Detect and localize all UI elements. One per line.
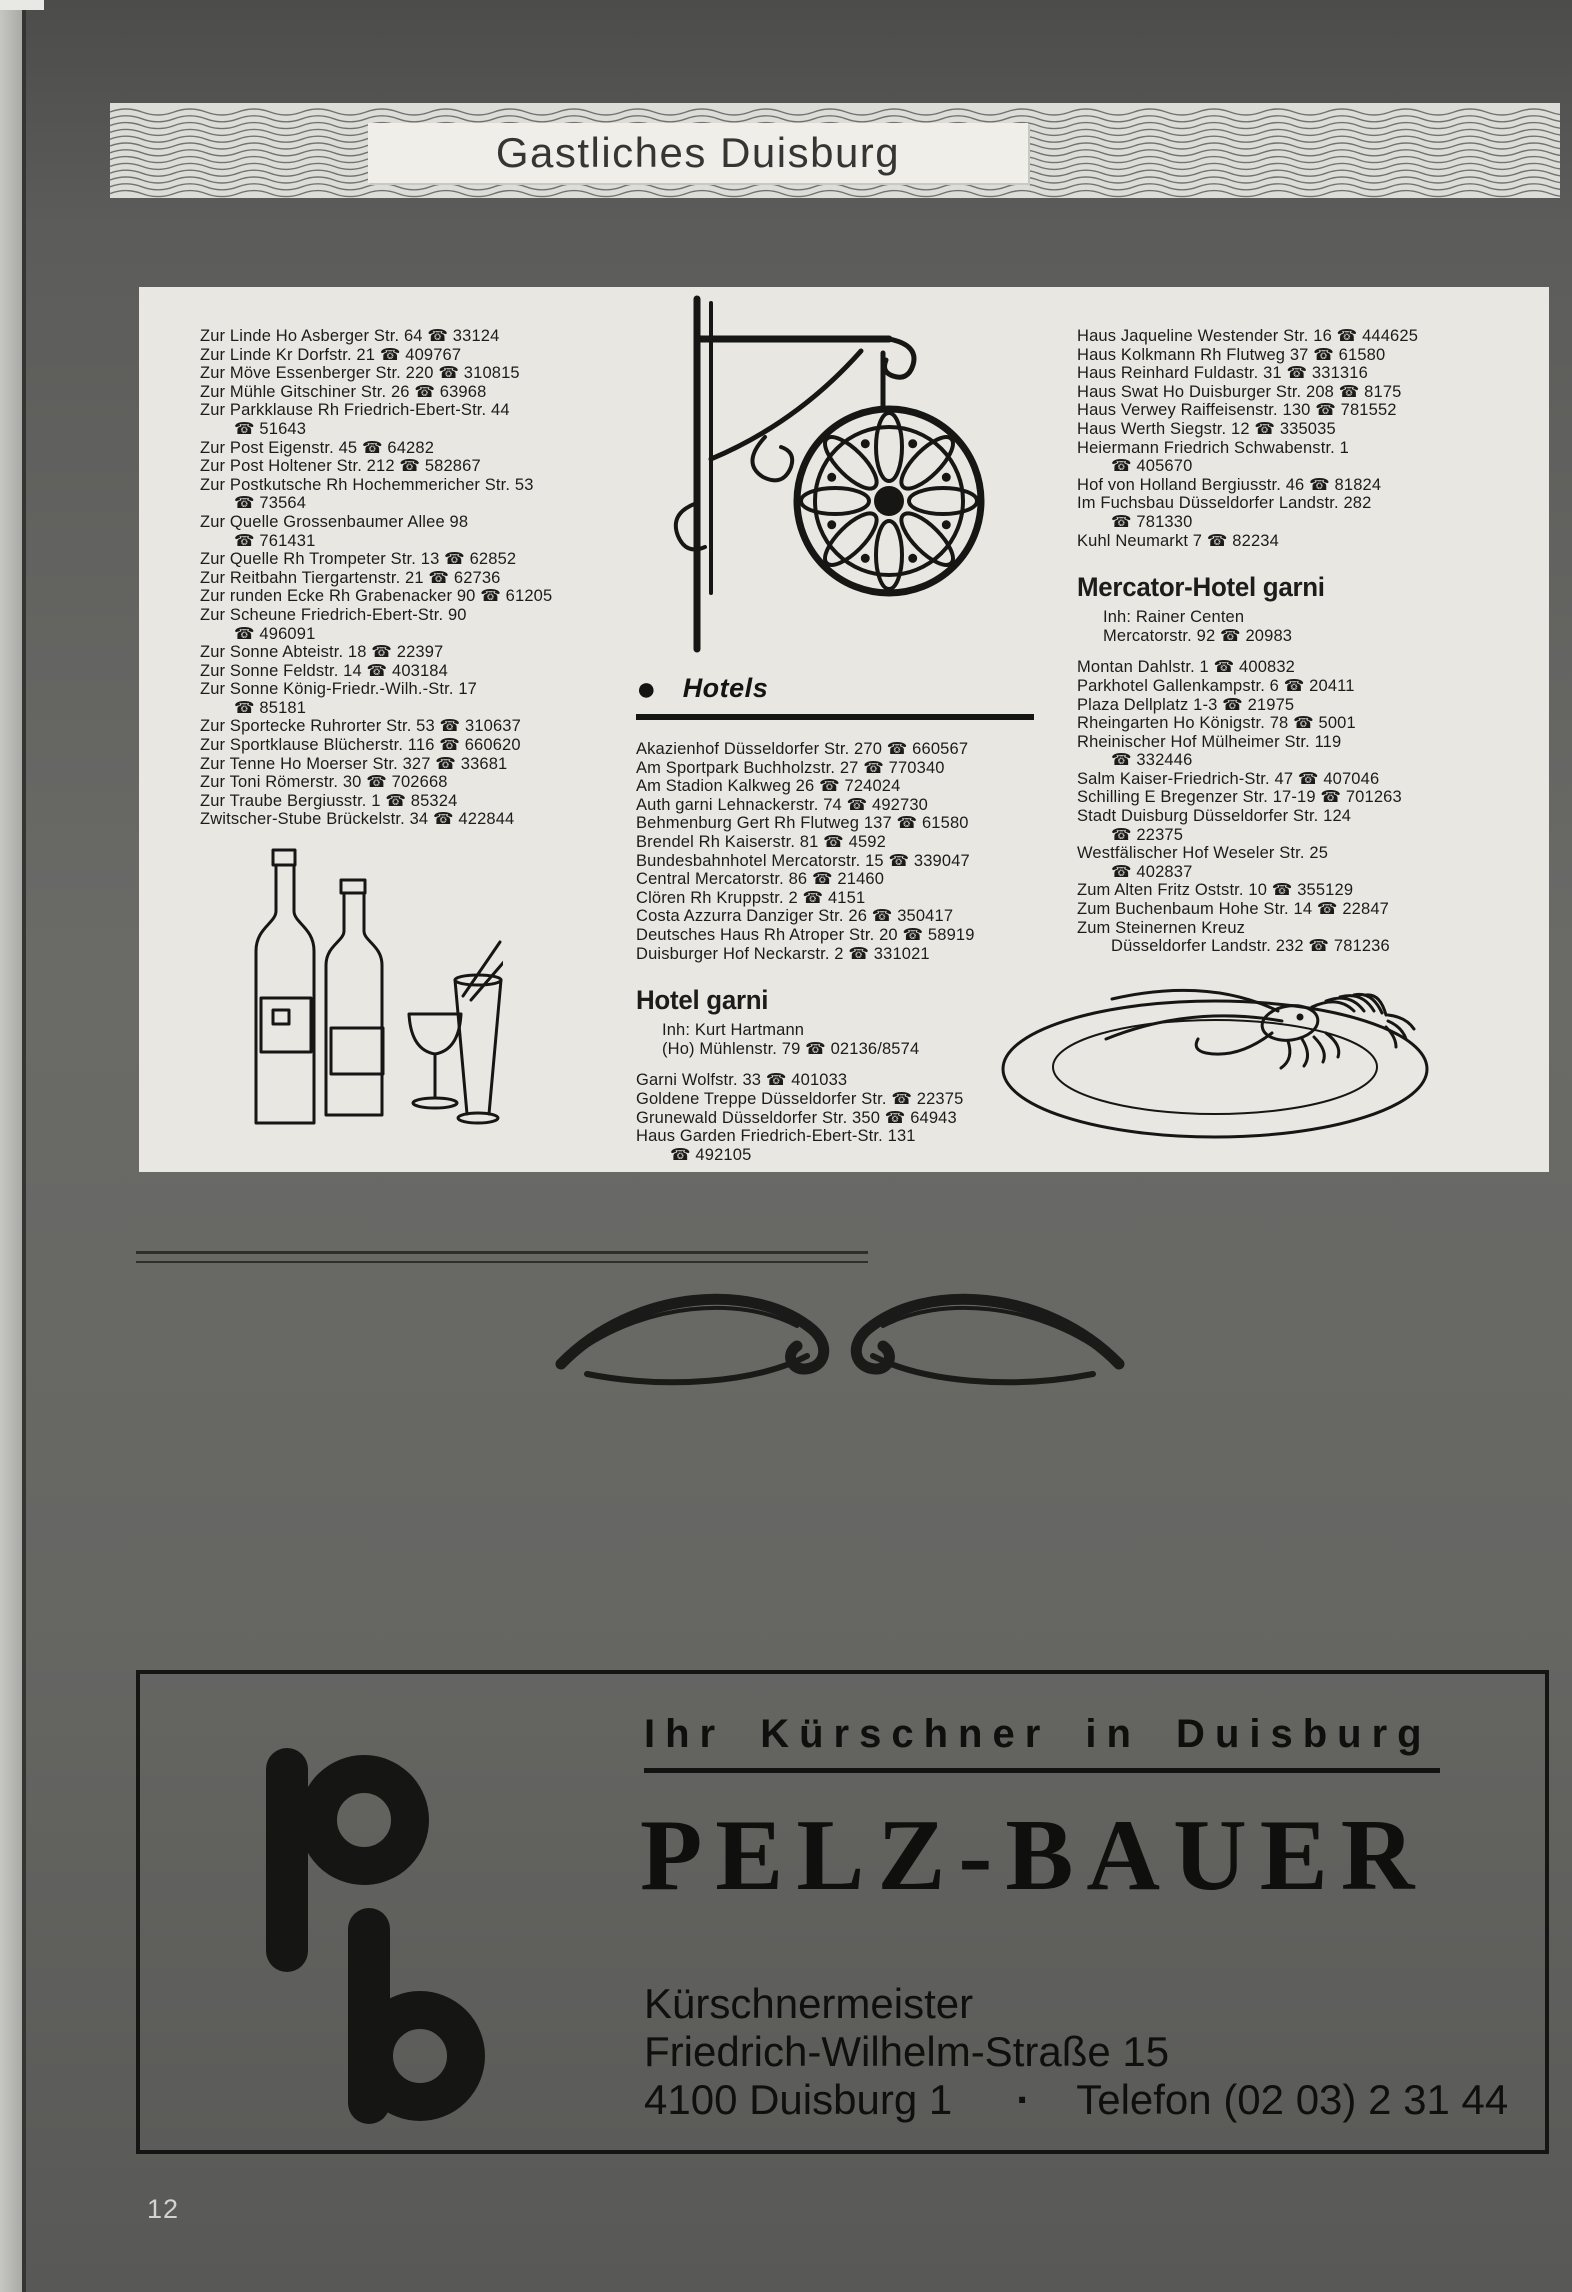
directory-entry: Mercator-Hotel garni xyxy=(1077,572,1325,603)
ad-profession: Kürschnermeister xyxy=(644,1980,974,2027)
directory-entry: Stadt Duisburg Düsseldorfer Str. 124 xyxy=(1077,807,1352,826)
directory-entry: Mercatorstr. 92 ☎ 20983 xyxy=(1103,626,1293,645)
directory-entry: Im Fuchsbau Düsseldorfer Landstr. 282 xyxy=(1077,494,1372,513)
directory-entry: ☎ 51643 xyxy=(234,419,307,438)
directory-entry: Plaza Dellplatz 1-3 ☎ 21975 xyxy=(1077,695,1295,714)
header-title-label xyxy=(368,123,1028,183)
directory-entry: Garni Wolfstr. 33 ☎ 401033 xyxy=(636,1071,848,1090)
flourish-ornament xyxy=(545,1276,1135,1394)
directory-entry: Deutsches Haus Rh Atroper Str. 20 ☎ 58919 xyxy=(636,925,975,944)
scan-edge-left xyxy=(0,0,22,2292)
directory-entry: Behmenburg Gert Rh Flutweg 137 ☎ 61580 xyxy=(636,814,969,833)
directory-entry: Zur Post Eigenstr. 45 ☎ 64282 xyxy=(200,438,435,457)
directory-entry xyxy=(636,963,1034,976)
directory-entry: Zur Sonne Abteistr. 18 ☎ 22397 xyxy=(200,643,444,662)
directory-entry: Zur Post Holtener Str. 212 ☎ 582867 xyxy=(200,457,481,476)
directory-entry: Bundesbahnhotel Mercatorstr. 15 ☎ 339047 xyxy=(636,851,970,870)
directory-entry: Haus Jaqueline Westender Str. 16 ☎ 444625 xyxy=(1077,327,1419,345)
directory-entry: Rheingarten Ho Königstr. 78 ☎ 5001 xyxy=(1077,714,1356,733)
directory-entry: Zur Linde Kr Dorfstr. 21 ☎ 409767 xyxy=(200,345,462,364)
directory-entry: Zur Sportklause Blücherstr. 116 ☎ 660620 xyxy=(200,736,521,755)
directory-entry: Haus Werth Siegstr. 12 ☎ 335035 xyxy=(1077,419,1336,438)
directory-entry: Zur Traube Bergiusstr. 1 ☎ 85324 xyxy=(200,791,458,810)
page-title: Gastliches Duisburg xyxy=(495,129,901,176)
directory-entry: Montan Dahlstr. 1 ☎ 400832 xyxy=(1077,658,1295,677)
directory-entry: Zur Tenne Ho Moerser Str. 327 ☎ 33681 xyxy=(200,754,508,773)
scan-edge-line xyxy=(22,0,26,2292)
directory-entry: ☎ 761431 xyxy=(234,531,316,550)
directory-entry: Rheinischer Hof Mülheimer Str. 119 xyxy=(1077,732,1342,751)
scan-edge-corner xyxy=(0,0,44,10)
directory-entry: Zur Sonne Feldstr. 14 ☎ 403184 xyxy=(200,661,448,680)
pb-monogram-icon xyxy=(252,1712,502,2132)
directory-entry: Auth garni Lehnackerstr. 74 ☎ 492730 xyxy=(636,795,928,814)
directory-entry: Zur Sonne König-Friedr.-Wilh.-Str. 17 xyxy=(200,680,477,699)
directory-entry: ☎ 492105 xyxy=(670,1145,752,1164)
directory-entry: Westfälischer Hof Weseler Str. 25 xyxy=(1077,844,1329,863)
directory-entry: ☎ 781330 xyxy=(1111,512,1193,531)
directory-entry: Zur Mühle Gitschiner Str. 26 ☎ 63968 xyxy=(200,382,487,401)
ad-tagline: Ihr Kürschner in Duisburg xyxy=(644,1712,1432,1756)
directory-entry: Brendel Rh Kaiserstr. 81 ☎ 4592 xyxy=(636,832,886,851)
directory-entry: ☎ 85181 xyxy=(234,698,307,717)
directory-entry: Zur Parkklause Rh Friedrich-Ebert-Str. 44 xyxy=(200,401,510,420)
lobster-illustration xyxy=(990,927,1440,1152)
left-column xyxy=(200,327,635,829)
directory-entry: Zur Postkutsche Rh Hochemmericher Str. 53 xyxy=(200,475,534,494)
directory-entry: Zur Sportecke Ruhrorter Str. 53 ☎ 310637 xyxy=(200,717,521,736)
header-band xyxy=(110,103,1560,198)
section-rule xyxy=(636,714,1034,720)
divider-line-top xyxy=(136,1251,868,1254)
hanging-sign-illustration xyxy=(637,293,1027,655)
directory-entry: (Ho) Mühlenstr. 79 ☎ 02136/8574 xyxy=(662,1039,920,1058)
directory-entry: Haus Garden Friedrich-Ebert-Str. 131 xyxy=(636,1127,916,1146)
directory-entry: Parkhotel Gallenkampstr. 6 ☎ 20411 xyxy=(1077,676,1355,695)
content-paper xyxy=(139,287,1549,1172)
directory-entry: Zwitscher-Stube Brückelstr. 34 ☎ 422844 xyxy=(200,810,515,829)
divider-line-bottom xyxy=(136,1261,868,1263)
directory-entry: Inh: Kurt Hartmann xyxy=(662,1021,805,1040)
directory-entry: ☎ 496091 xyxy=(234,624,316,643)
pelz-bauer-ad xyxy=(136,1670,1549,2154)
directory-entry: Zur Möve Essenberger Str. 220 ☎ 310815 xyxy=(200,364,520,383)
right-column xyxy=(1077,327,1537,956)
directory-entry: Zur Linde Ho Asberger Str. 64 ☎ 33124 xyxy=(200,327,500,345)
bullet-icon: ● xyxy=(636,669,657,708)
directory-entry xyxy=(636,1058,1034,1071)
hotels-section-title: Hotels xyxy=(682,673,769,703)
directory-entry: Hof von Holland Bergiusstr. 46 ☎ 81824 xyxy=(1077,475,1382,494)
ad-city-phone-line xyxy=(644,2076,1508,2124)
directory-entry: Zur runden Ecke Rh Grabenacker 90 ☎ 61205 xyxy=(200,587,553,606)
page-number: 12 xyxy=(147,2194,180,2224)
directory-entry: Duisburger Hof Neckarstr. 2 ☎ 331021 xyxy=(636,944,930,963)
directory-entry: Zur Toni Römerstr. 30 ☎ 702668 xyxy=(200,773,448,792)
directory-entry: Clören Rh Kruppstr. 2 ☎ 4151 xyxy=(636,888,866,907)
directory-entry: Zur Scheune Friedrich-Ebert-Str. 90 xyxy=(200,605,467,624)
directory-entry: Zum Alten Fritz Oststr. 10 ☎ 355129 xyxy=(1077,881,1354,900)
directory-entry: Haus Kolkmann Rh Flutweg 37 ☎ 61580 xyxy=(1077,345,1386,364)
directory-entry: Schilling E Bregenzer Str. 17-19 ☎ 701263 xyxy=(1077,788,1402,807)
directory-entry: Am Stadion Kalkweg 26 ☎ 724024 xyxy=(636,777,901,796)
ad-separator-dot: · xyxy=(1016,2076,1031,2123)
hotels-list xyxy=(636,740,1034,1164)
directory-entry xyxy=(1077,550,1537,563)
directory-entry: Zum Steinernen Kreuz xyxy=(1077,918,1246,937)
directory-entry: Akazienhof Düsseldorfer Str. 270 ☎ 660567 xyxy=(636,740,969,758)
ad-brand-name: PELZ-BAUER xyxy=(640,1799,1428,1912)
directory-entry: Goldene Treppe Düsseldorfer Str. ☎ 22375 xyxy=(636,1089,964,1108)
ad-street: Friedrich-Wilhelm-Straße 15 xyxy=(644,2028,1170,2075)
directory-entry: Haus Swat Ho Duisburger Str. 208 ☎ 8175 xyxy=(1077,382,1402,401)
directory-entry: Grunewald Düsseldorfer Str. 350 ☎ 64943 xyxy=(636,1108,957,1127)
directory-entry: Am Sportpark Buchholzstr. 27 ☎ 770340 xyxy=(636,758,945,777)
directory-entry: Haus Verwey Raiffeisenstr. 130 ☎ 781552 xyxy=(1077,401,1397,420)
directory-entry xyxy=(1077,645,1537,658)
bottles-illustration xyxy=(213,830,503,1148)
directory-entry: Hotel garni xyxy=(636,985,769,1016)
middle-column xyxy=(636,669,1034,1164)
directory-entry: Haus Reinhard Fuldastr. 31 ☎ 331316 xyxy=(1077,364,1368,383)
directory-entry: ☎ 332446 xyxy=(1111,751,1193,770)
directory-entry: Zum Buchenbaum Hohe Str. 14 ☎ 22847 xyxy=(1077,900,1389,919)
directory-entry: ☎ 22375 xyxy=(1111,825,1184,844)
directory-entry: Zur Quelle Rh Trompeter Str. 13 ☎ 62852 xyxy=(200,550,517,569)
directory-entry: Costa Azzurra Danziger Str. 26 ☎ 350417 xyxy=(636,907,954,926)
hotels-section-header xyxy=(636,669,1034,708)
directory-entry: Salm Kaiser-Friedrich-Str. 47 ☎ 407046 xyxy=(1077,769,1380,788)
directory-entry: ☎ 405670 xyxy=(1111,457,1193,476)
ad-tagline-rule xyxy=(644,1768,1440,1773)
directory-entry: Zur Quelle Grossenbaumer Allee 98 xyxy=(200,512,469,531)
directory-entry: ☎ 73564 xyxy=(234,494,307,513)
directory-entry: Central Mercatorstr. 86 ☎ 21460 xyxy=(636,870,885,889)
ad-city: 4100 Duisburg 1 xyxy=(644,2076,953,2123)
directory-entry: Zur Reitbahn Tiergartenstr. 21 ☎ 62736 xyxy=(200,568,501,587)
directory-entry: ☎ 402837 xyxy=(1111,862,1193,881)
directory-entry: Kuhl Neumarkt 7 ☎ 82234 xyxy=(1077,531,1279,550)
directory-entry: Inh: Rainer Centen xyxy=(1103,608,1245,627)
directory-entry: Düsseldorfer Landstr. 232 ☎ 781236 xyxy=(1111,937,1390,956)
ad-phone: Telefon (02 03) 2 31 44 xyxy=(1076,2076,1509,2123)
directory-entry: Heiermann Friedrich Schwabenstr. 1 xyxy=(1077,438,1349,457)
